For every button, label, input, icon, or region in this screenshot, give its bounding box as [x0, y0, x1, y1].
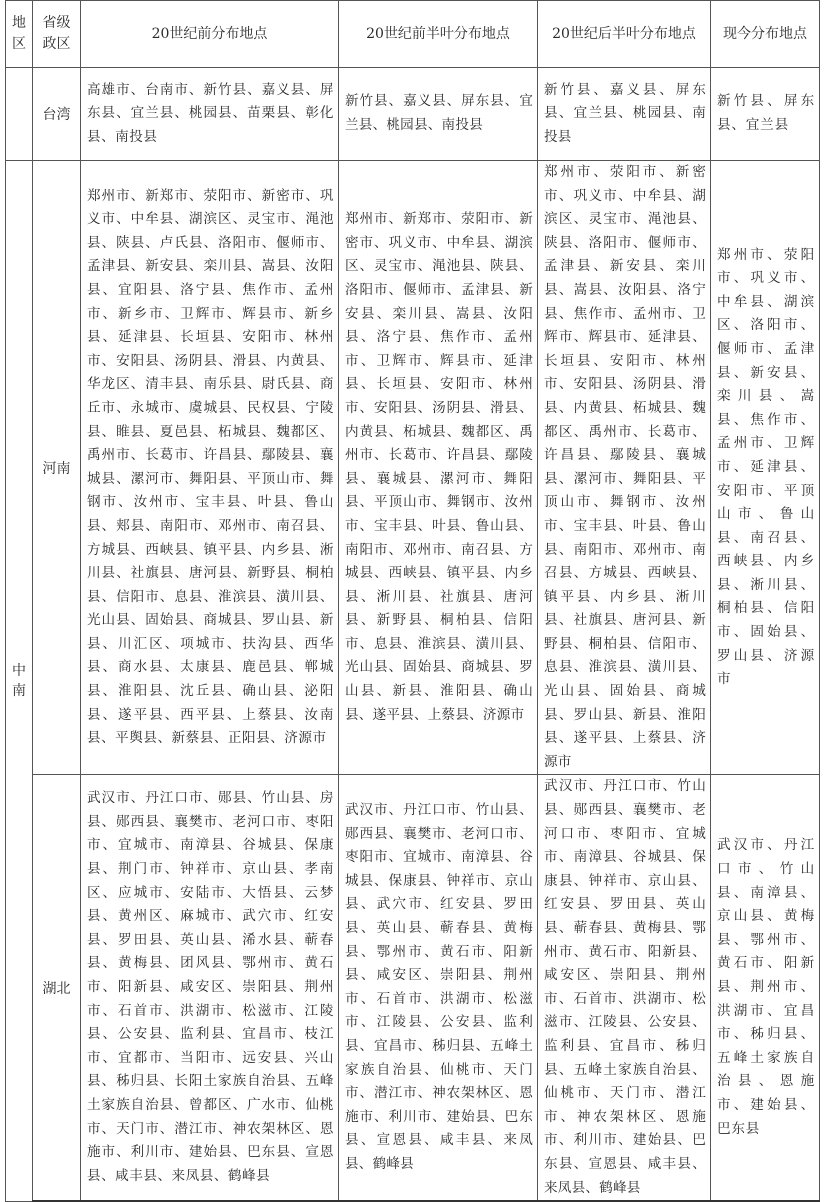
header-region: 地区: [6, 1, 33, 68]
taiwan-second-half: 新竹县、嘉义县、屏东县、宜兰县、桃园县、南投县: [538, 68, 711, 161]
henan-second-half: 郑州市、荥阳市、新密市、巩义市、中牟县、湖滨区、灵宝市、渑池县、陕县、洛阳市、偃师市、孟津县、新安县、栾川县、嵩县、汝阳县、洛宁县、焦作市、孟州市、卫辉市、辉县市、延津县、长垣县、安阳市、林州市、安阳县、汤阴县、滑县、内黄县、柘城县、魏都区、禹州市、长葛市、许昌县、鄢陵县、襄城县、漯河市、舞阳县、平顶山市、舞钢市、汝州市、宝丰县、叶县、鲁山县、南阳市、邓州市、南召县、方城县、西峡县、镇平县、内乡县、淅川县、社旗县、唐河县、新野县、桐柏县、信阳市、息县、淮滨县、潢川县、光山县、固始县、商城县、罗山县、新县、淮阳县、遂平县、上蔡县、济源市: [538, 161, 711, 775]
hubei-early: 武汉市、丹江口市、郧县、竹山县、房县、郧西县、襄樊市、老河口市、枣阳市、宜城市、南漳县、谷城县、保康县、荆门市、钟祥市、京山县、孝南区、应城市、安陆市、大悟县、云梦县、黄州区、麻城市、武穴市、红安县、罗田县、英山县、浠水县、蕲春县、黄梅县、团风县、鄂州市、黄石市、阳新县、咸安区、崇阳县、荆州市、石首市、洪湖市、松滋市、江陵县、公安县、监利县、宜昌市、枝江市、宜都市、当阳市、远安县、兴山县、秭归县、长阳土家族自治县、五峰土家族自治县、曾都区、广水市、仙桃市、天门市、潜江市、神农架林区、恩施市、利川市、建始县、巴东县、宣恩县、咸丰县、来凤县、鹤峰县: [81, 775, 339, 1201]
table-row-henan: [6, 161, 820, 775]
header-row: [6, 1, 820, 68]
province-taiwan: 台湾: [33, 68, 81, 161]
distribution-table: [5, 0, 820, 1202]
region-cell: [6, 68, 33, 161]
province-hubei: 湖北: [33, 775, 81, 1201]
header-province: 省级政区: [33, 1, 81, 68]
region-zhongnan: 中南: [6, 161, 33, 1202]
table-row-taiwan: [6, 68, 820, 161]
henan-first-half: 郑州市、新郑市、荥阳市、新密市、巩义市、中牟县、湖滨区、灵宝市、渑池县、陕县、洛阳市、偃师市、孟津县、新安县、栾川县、嵩县、汝阳县、洛宁县、焦作市、孟州市、卫辉市、辉县市、延津县、长垣县、安阳市、林州市、安阳县、汤阴县、滑县、内黄县、柘城县、魏都区、禹州市、长葛市、许昌县、鄢陵县、襄城县、漯河市、舞阳县、平顶山市、舞钢市、汝州市、宝丰县、叶县、鲁山县、南阳市、邓州市、南召县、方城县、西峡县、镇平县、内乡县、淅川县、社旗县、唐河县、新野县、桐柏县、信阳市、息县、淮滨县、潢川县、光山县、固始县、商城县、罗山县、新县、淮阳县、确山县、遂平县、上蔡县、济源市: [339, 161, 538, 775]
header-second-half: 20世纪后半叶分布地点: [538, 1, 711, 68]
taiwan-first-half: 新竹县、嘉义县、屏东县、宜兰县、桃园县、南投县: [339, 68, 538, 161]
header-current: 现今分布地点: [711, 1, 820, 68]
table-row-hubei: [6, 775, 820, 1201]
taiwan-current: 新竹县、屏东县、宜兰县: [711, 68, 820, 161]
hubei-current: 武汉市、丹江口市、竹山县、南漳县、京山县、黄梅县、鄂州市、黄石市、阳新县、荆州市、洪湖市、宜昌市、秭归县、五峰土家族自治县、恩施市、建始县、巴东县: [711, 775, 820, 1201]
henan-current: 郑州市、荥阳市、巩义市、中牟县、湖滨区、洛阳市、偃师市、孟津县、新安县、栾川县、嵩县、焦作市、孟州市、卫辉市、延津县、安阳市、平顶山市、鲁山县、南召县、西峡县、内乡县、淅川县、桐柏县、信阳市、固始县、罗山县、济源市: [711, 161, 820, 775]
header-first-half: 20世纪前半叶分布地点: [339, 1, 538, 68]
hubei-second-half: 武汉市、丹江口市、竹山县、郧西县、襄樊市、老河口市、枣阳市、宜城市、南漳县、谷城县、保康县、钟祥市、京山县、红安县、罗田县、英山县、蕲春县、黄梅县、鄂州市、黄石市、阳新县、咸安区、崇阳县、荆州市、石首市、洪湖市、松滋市、江陵县、公安县、监利县、宜昌市、秭归县、五峰土家族自治县、仙桃市、天门市、潜江市、神农架林区、恩施市、利川市、建始县、巴东县、宣恩县、咸丰县、来凤县、鹤峰县: [538, 775, 711, 1201]
province-henan: 河南: [33, 161, 81, 775]
header-early: 20世纪前分布地点: [81, 1, 339, 68]
taiwan-early: 高雄市、台南市、新竹县、嘉义县、屏东县、宜兰县、桃园县、苗栗县、彰化县、南投县: [81, 68, 339, 161]
hubei-first-half: 武汉市、丹江口市、竹山县、郧西县、襄樊市、老河口市、枣阳市、宜城市、南漳县、谷城县、保康县、钟祥市、京山县、武穴市、红安县、罗田县、英山县、蕲春县、黄梅县、鄂州市、黄石市、阳新县、咸安区、崇阳县、荆州市、石首市、洪湖市、松滋市、江陵县、公安县、监利县、宜昌市、秭归县、五峰土家族自治县、仙桃市、天门市、潜江市、神农架林区、恩施市、利川市、建始县、巴东县、宣恩县、咸丰县、来凤县、鹤峰县: [339, 775, 538, 1201]
henan-early: 郑州市、新郑市、荥阳市、新密市、巩义市、中牟县、湖滨区、灵宝市、渑池县、陕县、卢氏县、洛阳市、偃师市、孟津县、新安县、栾川县、嵩县、汝阳县、宜阳县、洛宁县、焦作市、孟州市、新乡市、卫辉市、辉县市、新乡县、延津县、长垣县、安阳市、林州市、安阳县、汤阴县、滑县、内黄县、华龙区、清丰县、南乐县、尉氏县、商丘市、永城市、虞城县、民权县、宁陵县、睢县、夏邑县、柘城县、魏都区、禹州市、长葛市、许昌县、鄢陵县、襄城县、漯河市、舞阳县、平顶山市、舞钢市、汝州市、宝丰县、叶县、鲁山县、郏县、南阳市、邓州市、南召县、方城县、西峡县、镇平县、内乡县、淅川县、社旗县、唐河县、新野县、桐柏县、信阳市、息县、淮滨县、潢川县、光山县、固始县、商城县、罗山县、新县、川汇区、项城市、扶沟县、西华县、商水县、太康县、鹿邑县、郸城县、淮阳县、沈丘县、确山县、泌阳县、遂平县、西平县、上蔡县、汝南县、平舆县、新蔡县、正阳县、济源市: [81, 161, 339, 775]
